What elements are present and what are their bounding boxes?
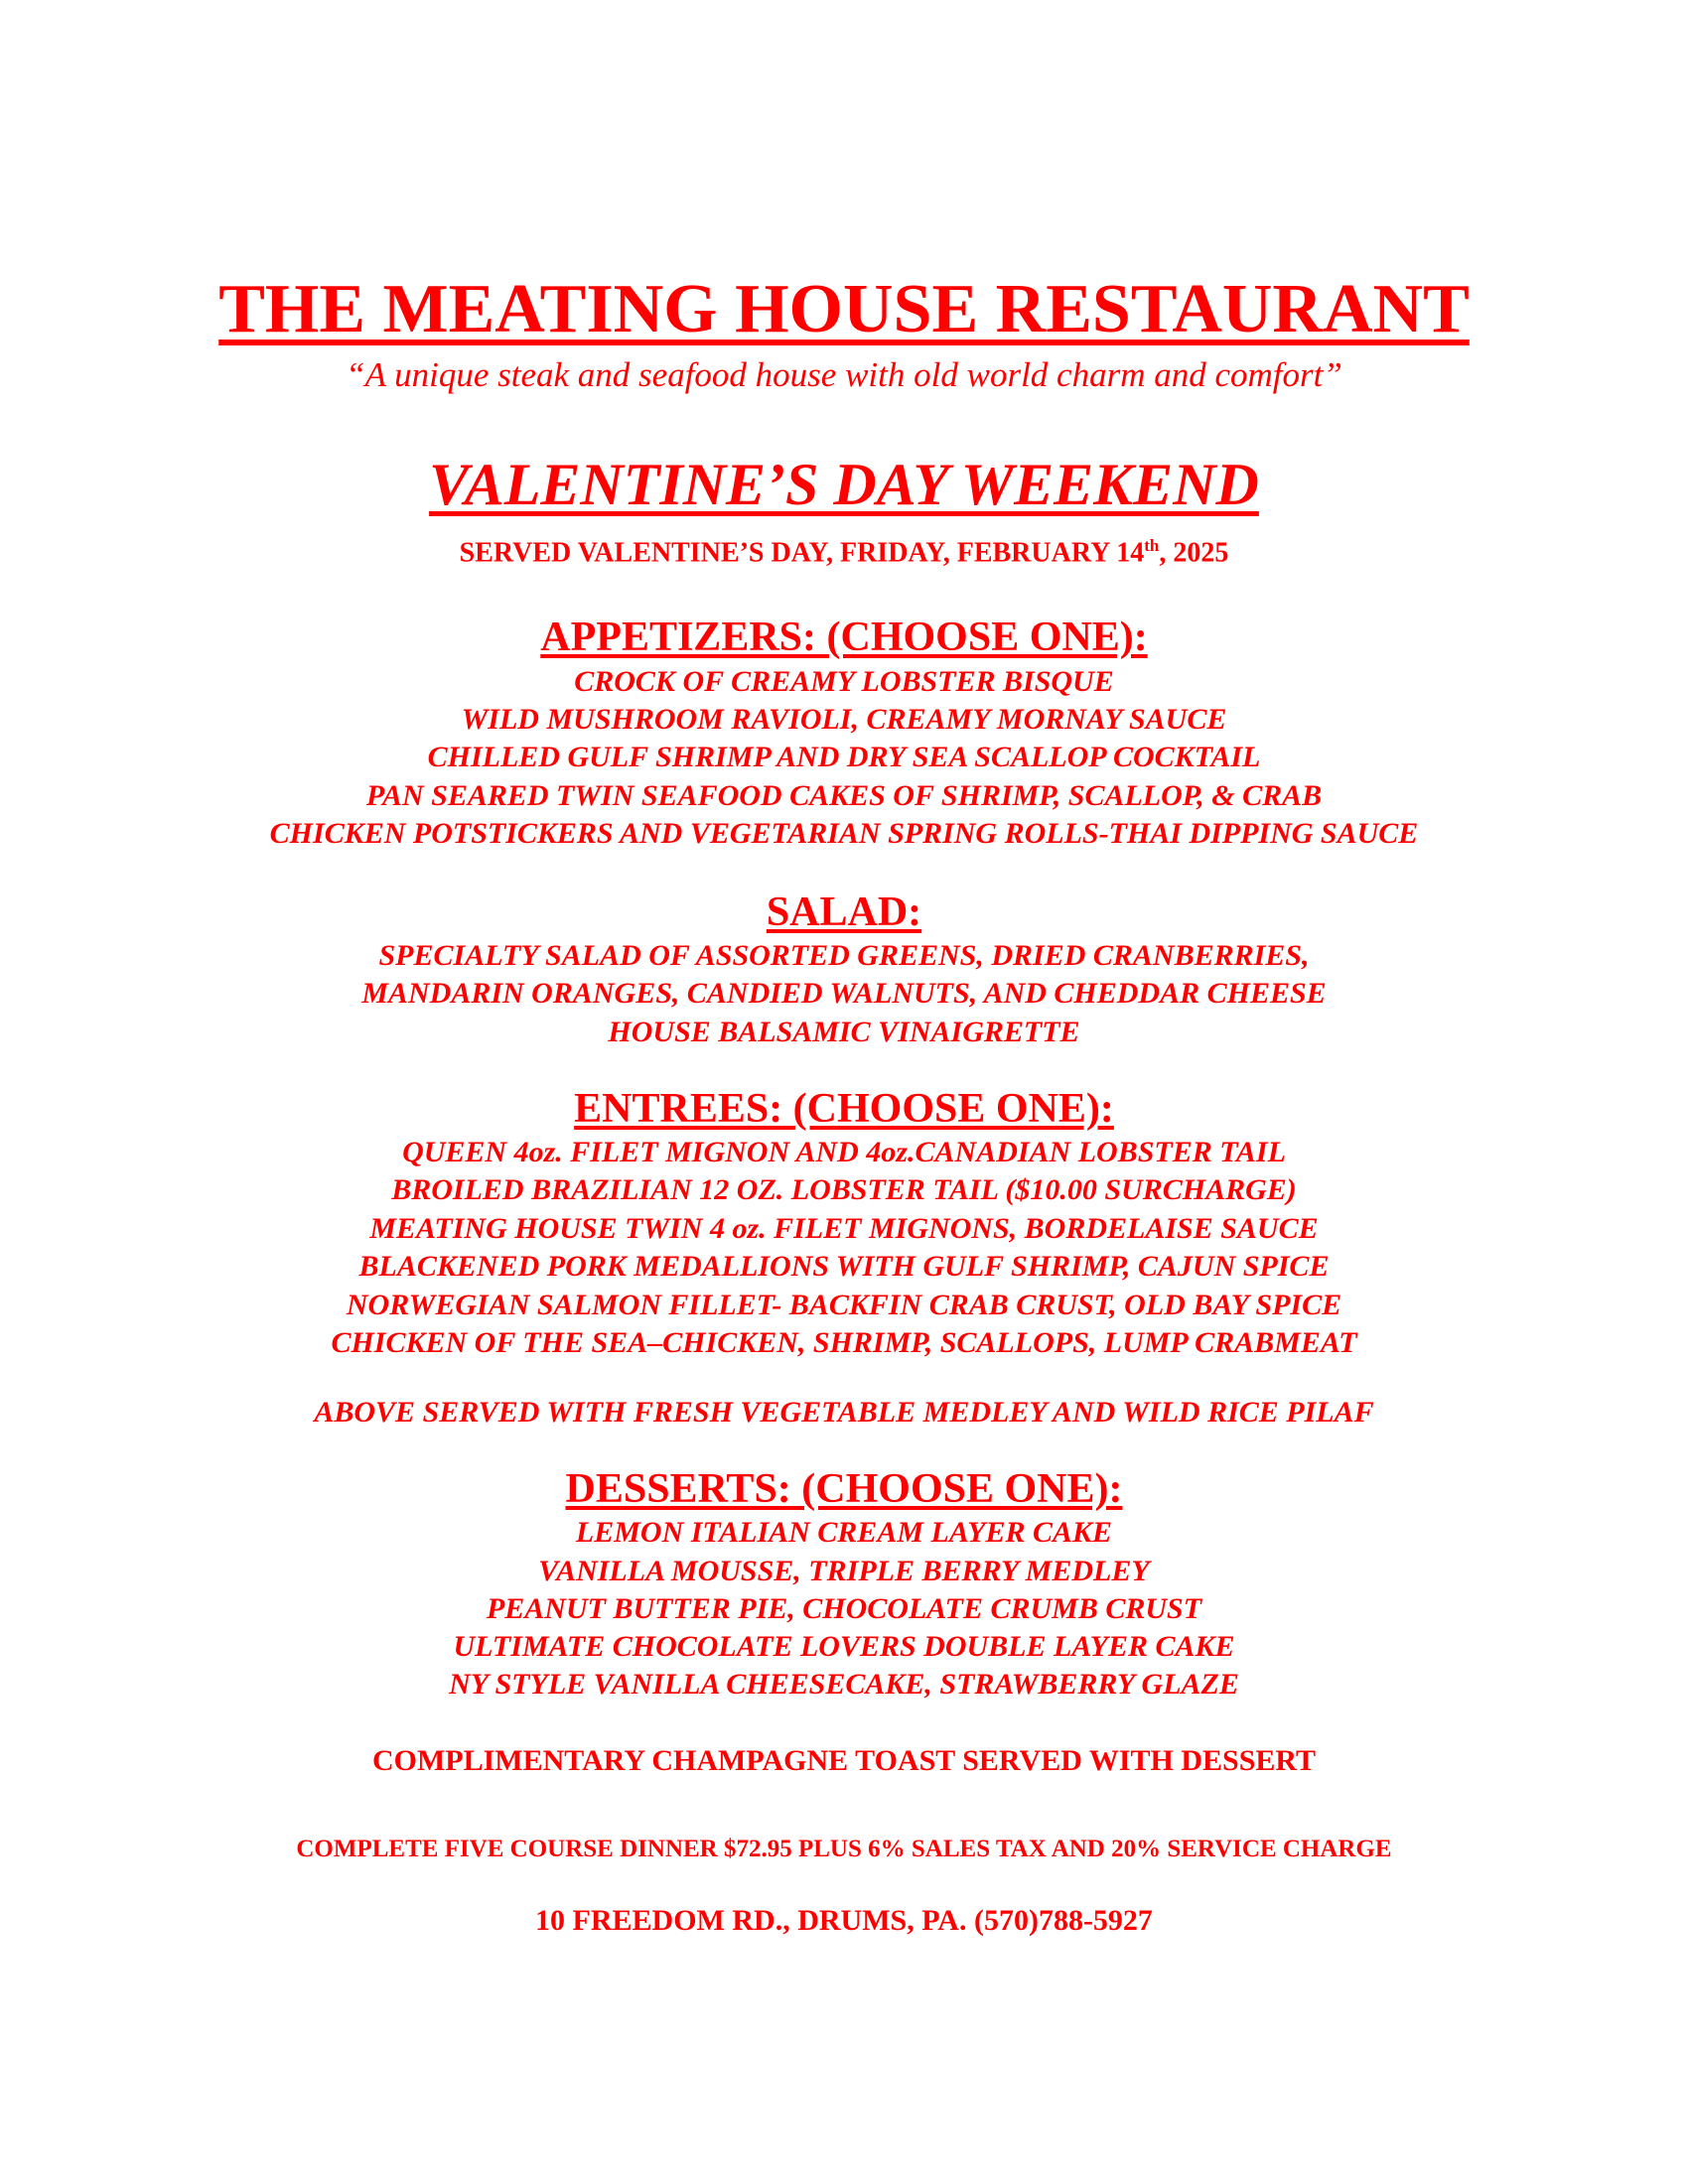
- dessert-item: PEANUT BUTTER PIE, CHOCOLATE CRUMB CRUST: [486, 1592, 1202, 1625]
- event-title: VALENTINE’S DAY WEEKEND: [429, 452, 1259, 517]
- salad-item: SPECIALTY SALAD OF ASSORTED GREENS, DRIED CRANBERRIES,: [378, 939, 1310, 972]
- dessert-item: ULTIMATE CHOCOLATE LOVERS DOUBLE LAYER CAKE: [453, 1630, 1235, 1663]
- address: 10 FREEDOM RD., DRUMS, PA. (570)788-5927: [535, 1904, 1153, 1937]
- served-date: [0, 537, 1688, 567]
- tagline: “A unique steak and seafood house with old world charm and comfort”: [346, 355, 1342, 394]
- appetizers-heading: APPETIZERS: (CHOOSE ONE):: [540, 614, 1148, 660]
- price-note: COMPLETE FIVE COURSE DINNER $72.95 PLUS 6% SALES TAX AND 20% SERVICE CHARGE: [296, 1836, 1392, 1862]
- appetizer-item: CHICKEN POTSTICKERS AND VEGETARIAN SPRING ROLLS-THAI DIPPING SAUCE: [269, 817, 1419, 850]
- entree-item: CHICKEN OF THE SEA–CHICKEN, SHRIMP, SCALLOPS, LUMP CRABMEAT: [331, 1326, 1357, 1359]
- salad-heading: SALAD:: [766, 889, 922, 935]
- dessert-item: VANILLA MOUSSE, TRIPLE BERRY MEDLEY: [538, 1555, 1150, 1587]
- entrees-note: ABOVE SERVED WITH FRESH VEGETABLE MEDLEY AND WILD RICE PILAF: [314, 1396, 1374, 1429]
- entree-item: QUEEN 4oz. FILET MIGNON AND 4oz.CANADIAN LOBSTER TAIL: [402, 1136, 1286, 1168]
- dessert-item: NY STYLE VANILLA CHEESECAKE, STRAWBERRY GLAZE: [449, 1668, 1239, 1701]
- entree-item: MEATING HOUSE TWIN 4 oz. FILET MIGNONS, BORDELAISE SAUCE: [369, 1212, 1319, 1245]
- dessert-item: LEMON ITALIAN CREAM LAYER CAKE: [575, 1516, 1113, 1549]
- desserts-heading: DESSERTS: (CHOOSE ONE):: [565, 1466, 1123, 1512]
- champagne-note: COMPLIMENTARY CHAMPAGNE TOAST SERVED WITH DESSERT: [371, 1744, 1317, 1777]
- restaurant-title: THE MEATING HOUSE RESTAURANT: [218, 271, 1470, 347]
- entree-item: BLACKENED PORK MEDALLIONS WITH GULF SHRIMP, CAJUN SPICE: [358, 1250, 1330, 1283]
- appetizer-item: CHILLED GULF SHRIMP AND DRY SEA SCALLOP COCKTAIL: [427, 741, 1261, 773]
- appetizer-item: PAN SEARED TWIN SEAFOOD CAKES OF SHRIMP, SCALLOP, & CRAB: [365, 779, 1323, 812]
- salad-item: HOUSE BALSAMIC VINAIGRETTE: [608, 1016, 1080, 1048]
- served-date-prefix: SERVED VALENTINE’S DAY, FRIDAY, FEBRUARY 14: [459, 537, 1145, 569]
- entree-item: BROILED BRAZILIAN 12 OZ. LOBSTER TAIL ($10.00 SURCHARGE): [391, 1173, 1297, 1206]
- served-date-suffix: , 2025: [1159, 537, 1229, 569]
- entrees-heading: ENTREES: (CHOOSE ONE):: [574, 1086, 1114, 1132]
- served-date-sup: th: [1144, 536, 1160, 555]
- entree-item: NORWEGIAN SALMON FILLET- BACKFIN CRAB CRUST, OLD BAY SPICE: [346, 1289, 1342, 1321]
- appetizer-item: CROCK OF CREAMY LOBSTER BISQUE: [574, 665, 1114, 698]
- appetizer-item: WILD MUSHROOM RAVIOLI, CREAMY MORNAY SAUCE: [461, 703, 1227, 736]
- salad-item: MANDARIN ORANGES, CANDIED WALNUTS, AND CHEDDAR CHEESE: [361, 977, 1327, 1010]
